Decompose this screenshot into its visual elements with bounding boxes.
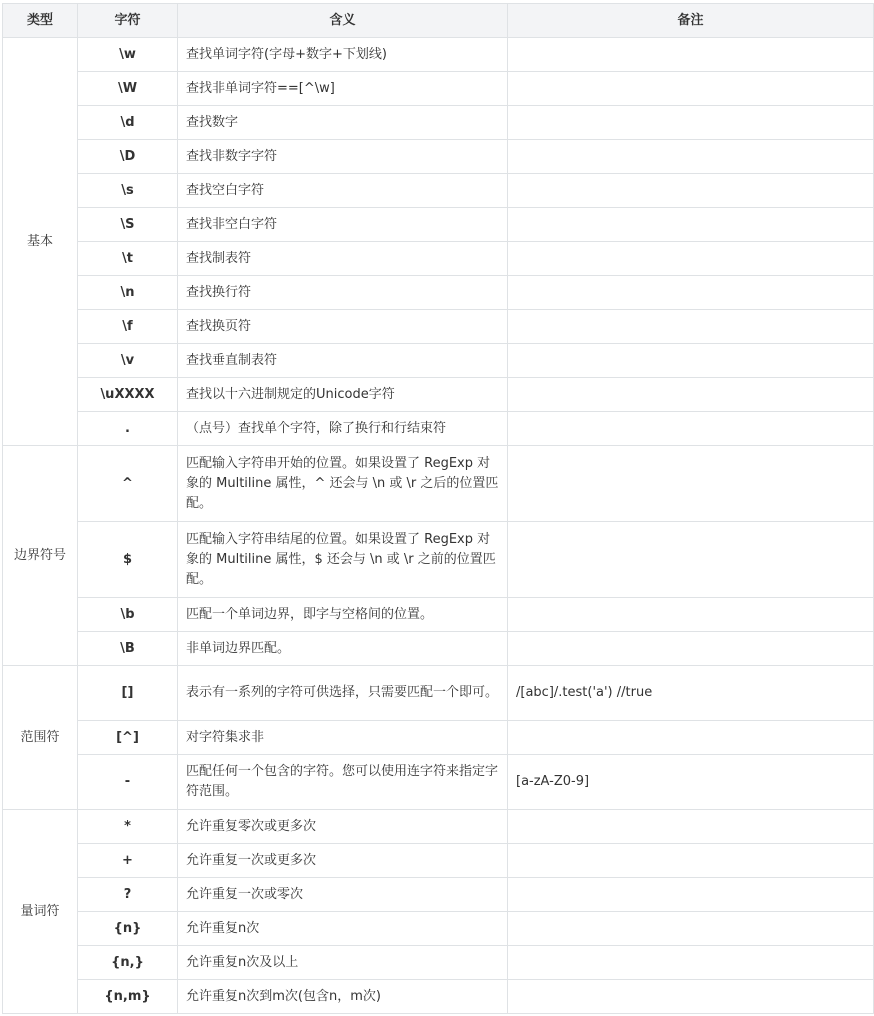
note-cell — [508, 140, 874, 174]
meaning-cell: 表示有一系列的字符可供选择，只需要匹配一个即可。 — [178, 666, 508, 721]
regex-reference-table — [2, 3, 874, 1014]
table-row — [3, 106, 874, 140]
meaning-cell: 允许重复零次或更多次 — [178, 810, 508, 844]
meaning-cell: 查找换行符 — [178, 276, 508, 310]
table-row — [3, 174, 874, 208]
meaning-cell: 匹配一个单词边界，即字与空格间的位置。 — [178, 598, 508, 632]
table-row — [3, 522, 874, 598]
meaning-cell: 允许重复n次 — [178, 912, 508, 946]
meaning-cell: 查找制表符 — [178, 242, 508, 276]
header-char: 字符 — [78, 4, 178, 38]
table-row — [3, 310, 874, 344]
table-row — [3, 912, 874, 946]
header-note: 备注 — [508, 4, 874, 38]
char-cell: \uXXXX — [78, 378, 178, 412]
note-cell — [508, 412, 874, 446]
note-cell — [508, 174, 874, 208]
table-row — [3, 72, 874, 106]
table-row — [3, 412, 874, 446]
note-cell — [508, 522, 874, 598]
meaning-cell: 允许重复一次或零次 — [178, 878, 508, 912]
char-cell: \w — [78, 38, 178, 72]
table-row — [3, 632, 874, 666]
table-row — [3, 344, 874, 378]
meaning-cell: 对字符集求非 — [178, 721, 508, 755]
note-cell — [508, 721, 874, 755]
note-cell — [508, 912, 874, 946]
char-cell: \v — [78, 344, 178, 378]
char-cell: \f — [78, 310, 178, 344]
note-cell — [508, 946, 874, 980]
table-row — [3, 208, 874, 242]
char-cell: [^] — [78, 721, 178, 755]
meaning-cell: 允许重复一次或更多次 — [178, 844, 508, 878]
header-row — [3, 4, 874, 38]
char-cell: * — [78, 810, 178, 844]
note-cell — [508, 446, 874, 522]
note-cell — [508, 878, 874, 912]
table-row — [3, 980, 874, 1014]
type-cell-boundary: 边界符号 — [3, 446, 78, 666]
note-cell — [508, 598, 874, 632]
char-cell: \b — [78, 598, 178, 632]
meaning-cell: 匹配输入字符串结尾的位置。如果设置了 RegExp 对象的 Multiline 属性，$ 还会与 \n 或 \r 之前的位置匹配。 — [178, 522, 508, 598]
table-row — [3, 755, 874, 810]
char-cell: \W — [78, 72, 178, 106]
note-cell — [508, 378, 874, 412]
note-cell — [508, 276, 874, 310]
char-cell: {n} — [78, 912, 178, 946]
char-cell: \s — [78, 174, 178, 208]
char-cell: \d — [78, 106, 178, 140]
type-cell-basic: 基本 — [3, 38, 78, 446]
table-row — [3, 844, 874, 878]
meaning-cell: 允许重复n次到m次(包含n，m次) — [178, 980, 508, 1014]
note-cell — [508, 242, 874, 276]
type-cell-quantifier: 量词符 — [3, 810, 78, 1014]
meaning-cell: 查找非单词字符==[^\w] — [178, 72, 508, 106]
header-type: 类型 — [3, 4, 78, 38]
table-row — [3, 666, 874, 721]
table-row — [3, 38, 874, 72]
note-cell — [508, 810, 874, 844]
char-cell: \B — [78, 632, 178, 666]
meaning-cell: 查找非空白字符 — [178, 208, 508, 242]
table-row — [3, 878, 874, 912]
meaning-cell: （点号）查找单个字符，除了换行和行结束符 — [178, 412, 508, 446]
table-row — [3, 140, 874, 174]
note-cell — [508, 310, 874, 344]
note-cell — [508, 844, 874, 878]
char-cell: \t — [78, 242, 178, 276]
table-row — [3, 810, 874, 844]
char-cell: \n — [78, 276, 178, 310]
table-row — [3, 598, 874, 632]
meaning-cell: 查找换页符 — [178, 310, 508, 344]
char-cell: ^ — [78, 446, 178, 522]
note-cell — [508, 106, 874, 140]
meaning-cell: 查找空白字符 — [178, 174, 508, 208]
header-meaning: 含义 — [178, 4, 508, 38]
meaning-cell: 允许重复n次及以上 — [178, 946, 508, 980]
note-cell: /[abc]/.test('a') //true — [508, 666, 874, 721]
note-cell — [508, 38, 874, 72]
char-cell: . — [78, 412, 178, 446]
meaning-cell: 查找非数字字符 — [178, 140, 508, 174]
meaning-cell: 查找单词字符(字母+数字+下划线) — [178, 38, 508, 72]
table-row — [3, 378, 874, 412]
note-cell — [508, 980, 874, 1014]
note-cell — [508, 208, 874, 242]
char-cell: $ — [78, 522, 178, 598]
note-cell: [a-zA-Z0-9] — [508, 755, 874, 810]
meaning-cell: 匹配任何一个包含的字符。您可以使用连字符来指定字符范围。 — [178, 755, 508, 810]
meaning-cell: 查找以十六进制规定的Unicode字符 — [178, 378, 508, 412]
table-row — [3, 276, 874, 310]
table-row — [3, 242, 874, 276]
table-row — [3, 946, 874, 980]
table-row — [3, 721, 874, 755]
meaning-cell: 查找垂直制表符 — [178, 344, 508, 378]
char-cell: ? — [78, 878, 178, 912]
meaning-cell: 匹配输入字符串开始的位置。如果设置了 RegExp 对象的 Multiline 属性，^ 还会与 \n 或 \r 之后的位置匹配。 — [178, 446, 508, 522]
note-cell — [508, 344, 874, 378]
table-row — [3, 446, 874, 522]
note-cell — [508, 72, 874, 106]
meaning-cell: 非单词边界匹配。 — [178, 632, 508, 666]
char-cell: [] — [78, 666, 178, 721]
char-cell: \S — [78, 208, 178, 242]
meaning-cell: 查找数字 — [178, 106, 508, 140]
char-cell: {n,} — [78, 946, 178, 980]
char-cell: \D — [78, 140, 178, 174]
char-cell: {n,m} — [78, 980, 178, 1014]
note-cell — [508, 632, 874, 666]
char-cell: + — [78, 844, 178, 878]
char-cell: - — [78, 755, 178, 810]
type-cell-range: 范围符 — [3, 666, 78, 810]
